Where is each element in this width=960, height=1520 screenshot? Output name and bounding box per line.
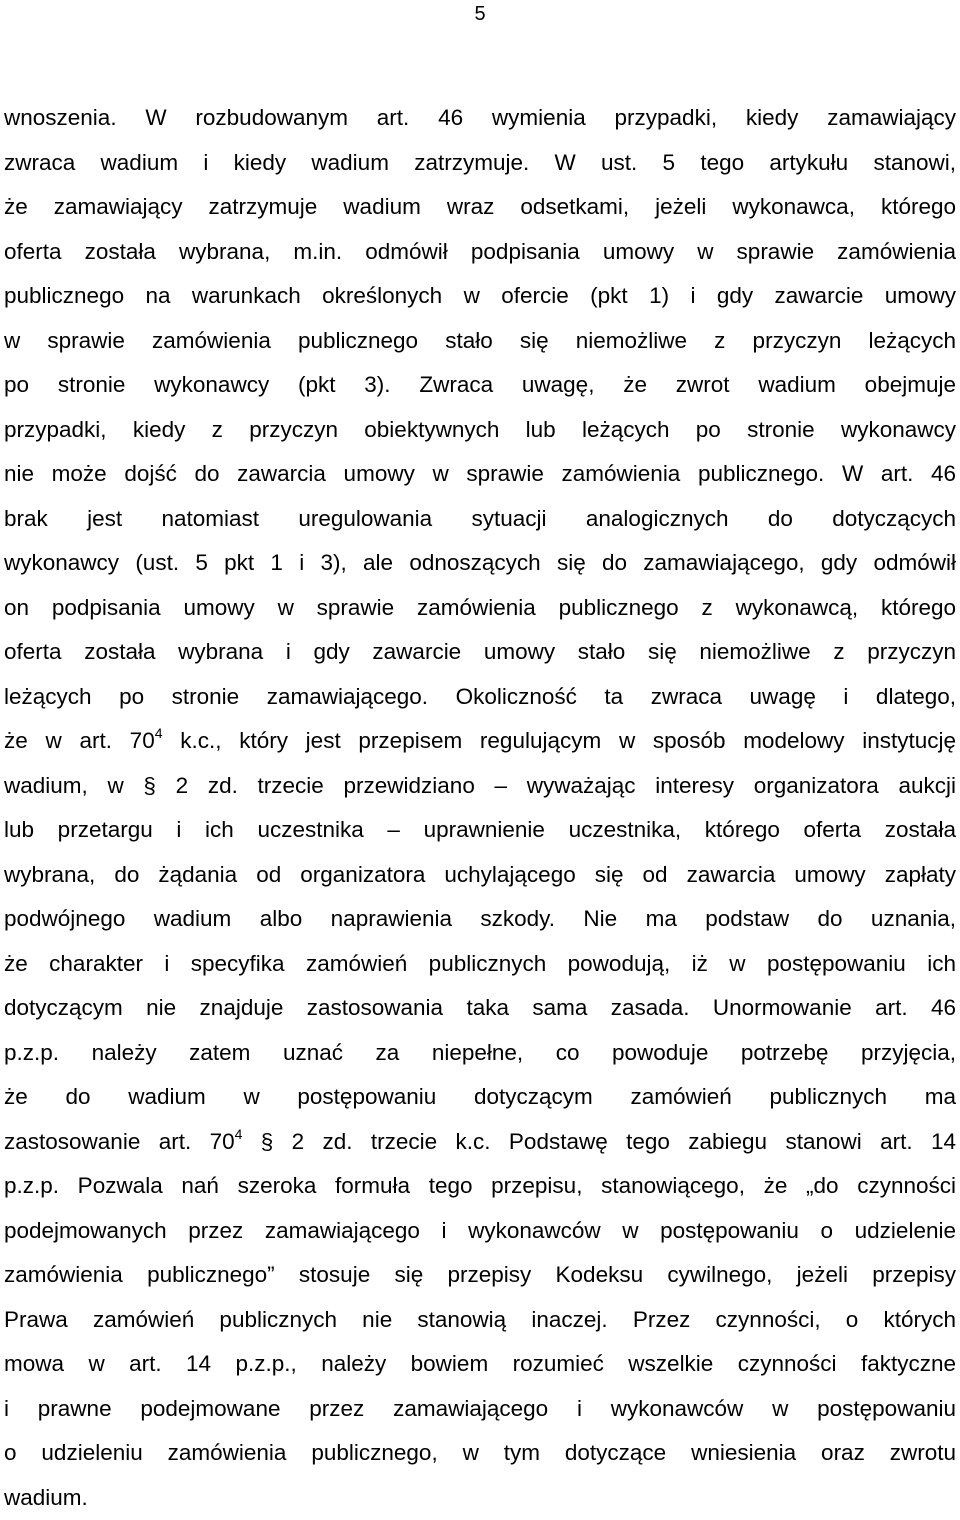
text-line-final: wadium. <box>4 1476 956 1520</box>
text-line: Prawa zamówień publicznych nie stanowią inaczej. Przez czynności, o których <box>4 1298 956 1343</box>
text-line: publicznego na warunkach określonych w ofercie (pkt 1) i gdy zawarcie umowy <box>4 274 956 319</box>
text-line: podejmowanych przez zamawiającego i wykonawców w postępowaniu o udzielenie <box>4 1209 956 1254</box>
text-line: wykonawcy (ust. 5 pkt 1 i 3), ale odnoszących się do zamawiającego, gdy odmówił <box>4 541 956 586</box>
text-fragment: k.c., który jest przepisem regulującym w sposób modelowy instytucję <box>163 728 956 753</box>
text-line: oferta została wybrana, m.in. odmówił podpisania umowy w sprawie zamówienia <box>4 230 956 275</box>
text-line: wybrana, do żądania od organizatora uchylającego się od zawarcia umowy zapłaty <box>4 853 956 898</box>
text-line: że charakter i specyfika zamówień publicznych powodują, iż w postępowaniu ich <box>4 942 956 987</box>
text-line: podwójnego wadium albo naprawienia szkody. Nie ma podstaw do uznania, <box>4 897 956 942</box>
page-number: 5 <box>0 2 960 26</box>
text-line: że zamawiający zatrzymuje wadium wraz odsetkami, jeżeli wykonawca, którego <box>4 185 956 230</box>
text-line: leżących po stronie zamawiającego. Okoliczność ta zwraca uwagę i dlatego, <box>4 675 956 720</box>
text-line: p.z.p. należy zatem uznać za niepełne, co powoduje potrzebę przyjęcia, <box>4 1031 956 1076</box>
text-fragment: że w art. 70 <box>4 728 155 753</box>
text-fragment: § 2 zd. trzecie k.c. Podstawę tego zabiegu stanowi art. 14 <box>242 1129 956 1154</box>
text-line-with-superscript <box>4 1120 956 1165</box>
superscript: 4 <box>235 1126 243 1142</box>
text-fragment: zastosowanie art. 70 <box>4 1129 235 1154</box>
text-line: i prawne podejmowane przez zamawiającego i wykonawców w postępowaniu <box>4 1387 956 1432</box>
text-line: zamówienia publicznego” stosuje się przepisy Kodeksu cywilnego, jeżeli przepisy <box>4 1253 956 1298</box>
text-line: brak jest natomiast uregulowania sytuacji analogicznych do dotyczących <box>4 497 956 542</box>
body-text <box>4 96 956 1520</box>
superscript: 4 <box>155 725 163 741</box>
text-line: że do wadium w postępowaniu dotyczącym zamówień publicznych ma <box>4 1075 956 1120</box>
text-line: zwraca wadium i kiedy wadium zatrzymuje. W ust. 5 tego artykułu stanowi, <box>4 141 956 186</box>
text-line: nie może dojść do zawarcia umowy w sprawie zamówienia publicznego. W art. 46 <box>4 452 956 497</box>
text-line: w sprawie zamówienia publicznego stało się niemożliwe z przyczyn leżących <box>4 319 956 364</box>
text-line: po stronie wykonawcy (pkt 3). Zwraca uwagę, że zwrot wadium obejmuje <box>4 363 956 408</box>
text-line: wnoszenia. W rozbudowanym art. 46 wymienia przypadki, kiedy zamawiający <box>4 96 956 141</box>
text-line: oferta została wybrana i gdy zawarcie umowy stało się niemożliwe z przyczyn <box>4 630 956 675</box>
text-line: lub przetargu i ich uczestnika – uprawnienie uczestnika, którego oferta została <box>4 808 956 853</box>
text-line: p.z.p. Pozwala nań szeroka formuła tego przepisu, stanowiącego, że „do czynności <box>4 1164 956 1209</box>
text-line: wadium, w § 2 zd. trzecie przewidziano – wyważając interesy organizatora aukcji <box>4 764 956 809</box>
text-line: o udzieleniu zamówienia publicznego, w tym dotyczące wniesienia oraz zwrotu <box>4 1431 956 1476</box>
text-line: przypadki, kiedy z przyczyn obiektywnych lub leżących po stronie wykonawcy <box>4 408 956 453</box>
text-line-with-superscript <box>4 719 956 764</box>
text-line: mowa w art. 14 p.z.p., należy bowiem rozumieć wszelkie czynności faktyczne <box>4 1342 956 1387</box>
text-line: on podpisania umowy w sprawie zamówienia publicznego z wykonawcą, którego <box>4 586 956 631</box>
text-line: dotyczącym nie znajduje zastosowania taka sama zasada. Unormowanie art. 46 <box>4 986 956 1031</box>
